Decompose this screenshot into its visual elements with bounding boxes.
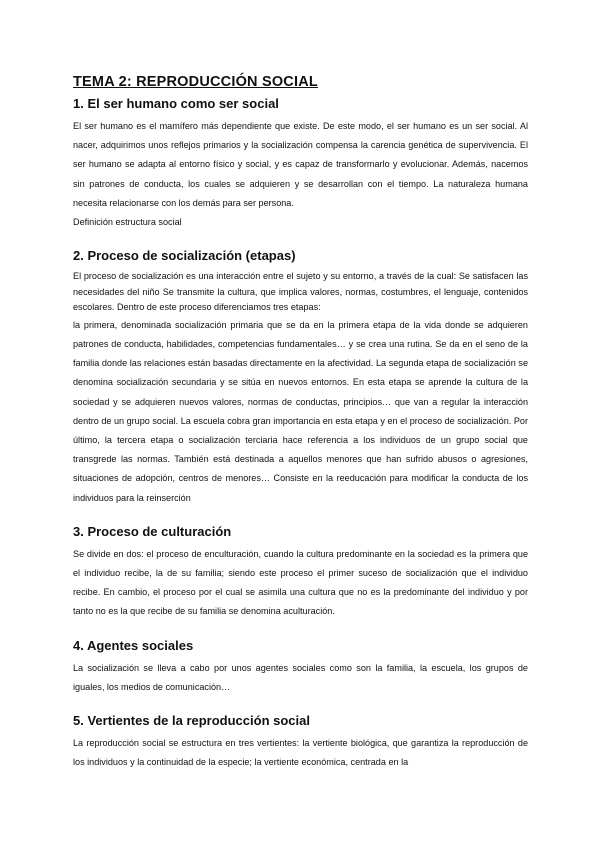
section-body bbox=[73, 117, 528, 232]
section-heading: 5. Vertientes de la reproducción social bbox=[73, 712, 310, 728]
section-proceso-socializacion bbox=[73, 248, 528, 508]
paragraph: La reproducción social se estructura en tres vertientes: la vertiente biológica, que garantiza la reproducción de los individuos y la continuidad de la especie; la vertiente económica, centrada en la bbox=[73, 737, 528, 768]
section-agentes-sociales bbox=[73, 638, 528, 697]
section-body bbox=[73, 659, 528, 697]
paragraph: la primera, denominada socialización primaria que se da en la primera etapa de la vida donde se adquieren patrones de conducta, habilidades, competencias fundamentales… y se crea una rutina. Se da en el seno de la familia donde las relaciones están basadas directamente en la afectividad. La segunda etapa de socialización se denomina socialización secundaria y se sitúa en nuevos entornos. En esta etapa se aprende la cultura de la sociedad y se adquieren nuevos valores, normas de conductas, principios… que van a regular la interacción dentro de un grupo social. La escuela cobra gran importancia en esta etapa y en el proceso de socialización. Por último, la tercera etapa o socialización terciaria hace referencia a los individuos de un grupo social que transgrede las normas. También está destinada a aquellos menores que han sufrido abusos o agresiones, situaciones de adopción, centros de menores… Consiste en la reeducación para modificar la conducta de los individuos para la reinserción bbox=[73, 319, 528, 503]
section-heading: 1. El ser humano como ser social bbox=[73, 96, 279, 111]
section-body bbox=[73, 734, 528, 772]
section-body bbox=[73, 545, 528, 622]
section-proceso-culturacion bbox=[73, 524, 528, 622]
section-heading: 4. Agentes sociales bbox=[73, 637, 194, 653]
section-body bbox=[73, 269, 528, 508]
paragraph: El ser humano es el mamífero más dependiente que existe. De este modo, el ser humano es un ser social. Al nacer, adquirimos unos reflejos primarios y la socialización compensa la carencia genética de supervivencia. El ser humano se adapta al entorno físico y social, y es capaz de transformarlo y evolucionar. Además, nacemos sin patrones de conducta, los cuales se adquieren y se desarrollan con el tiempo. La naturaleza humana necesita relacionarse con los demás para ser persona. bbox=[73, 121, 528, 208]
section-heading: 2. Proceso de socialización (etapas) bbox=[73, 248, 296, 264]
paragraph: El proceso de socialización es una interacción entre el sujeto y su entorno, a través de la cual: Se satisfacen las necesidades del niño Se transmite la cultura, que implica valores, normas, costumbres, el lenguaje, contenidos escolares. Dentro de este proceso diferenciamos tres etapas: bbox=[73, 271, 528, 313]
document-title: TEMA 2: REPRODUCCIÓN SOCIAL bbox=[73, 74, 318, 90]
section-vertientes bbox=[73, 713, 528, 772]
section-heading: 3. Proceso de culturación bbox=[73, 523, 232, 539]
paragraph: Se divide en dos: el proceso de enculturación, cuando la cultura predominante en la sociedad es la primera que el individuo recibe, la de su familia; siendo este proceso el primer suceso de socialización que el individuo recibe. En cambio, el proceso por el cual se asimila una cultura que no es la predominante del individuo y por tanto no es la que recibe de su familia se denomina aculturación. bbox=[73, 548, 528, 617]
paragraph: La socialización se lleva a cabo por unos agentes sociales como son la familia, la escuela, los grupos de iguales, los medios de comunicación… bbox=[73, 662, 528, 692]
paragraph: Definición estructura social bbox=[73, 217, 182, 228]
section-ser-humano bbox=[73, 96, 528, 232]
